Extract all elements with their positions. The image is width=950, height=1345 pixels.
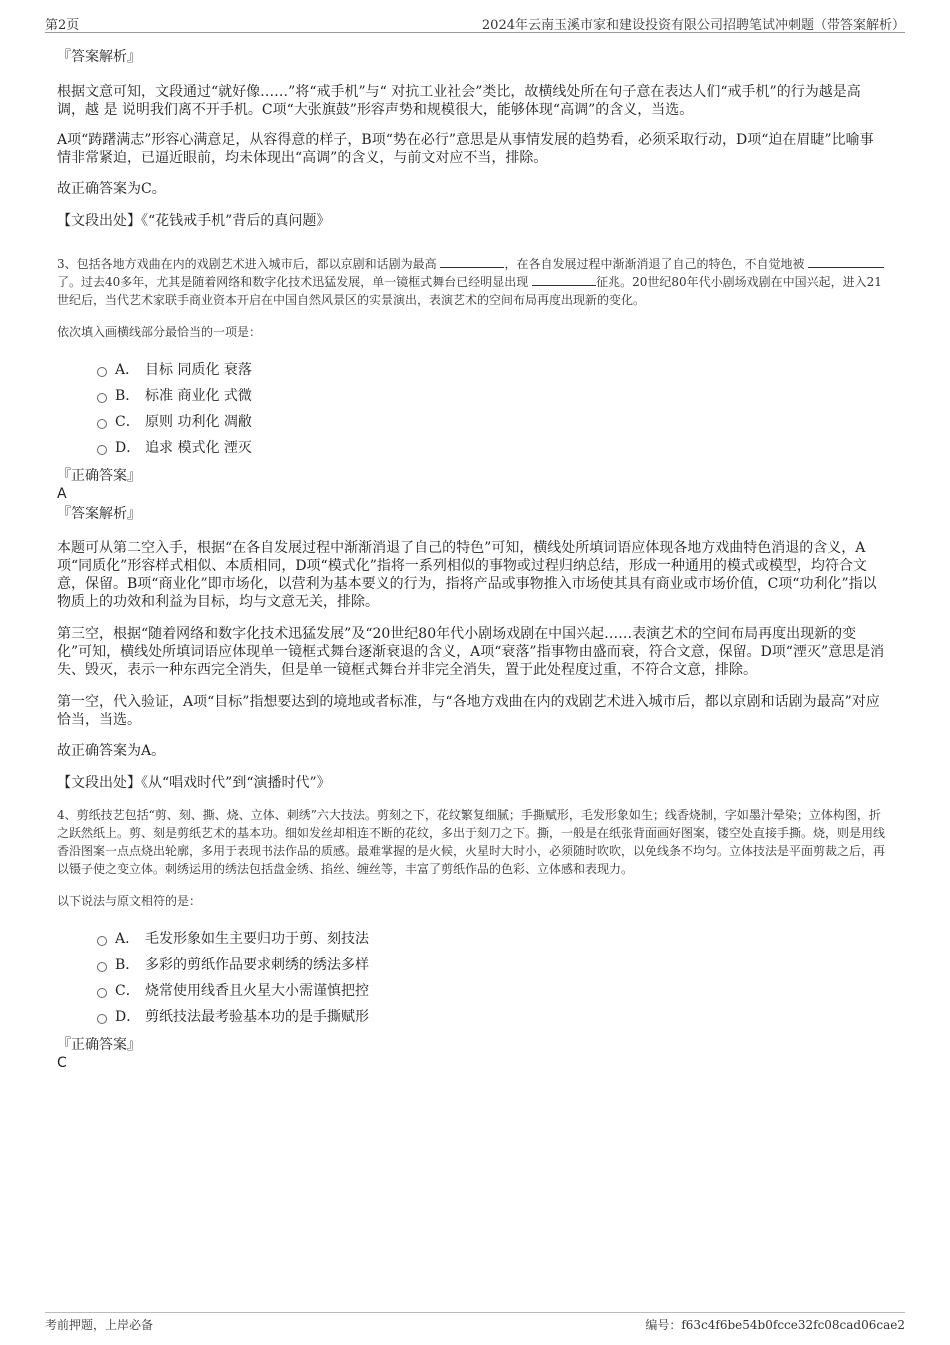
q3-option-c-text: 原则 功利化 凋敝 bbox=[145, 414, 252, 430]
q2-analysis-label: 『答案解析』 bbox=[57, 49, 141, 65]
footer-slogan: 考前押题，上岸必备 bbox=[45, 1318, 154, 1332]
q4-option-d[interactable] bbox=[97, 1004, 887, 1030]
q2-analysis-para1: 根据文意可知，文段通过“就好像……”将“戒手机”与“ 对抗工业社会”类比，故横线处所在句子意在表达人们“戒手机”的行为越是高调，越 是 说明我们离不开手机。C项“大张旗鼓”形容声势和规模很大，能够体现“高调”的含义，当选。 bbox=[57, 84, 861, 118]
radio-icon[interactable] bbox=[97, 936, 107, 946]
q4-answer-label: 『正确答案』 bbox=[57, 1037, 141, 1053]
q4-option-d-key: D． bbox=[115, 1009, 141, 1025]
q3-blank-2 bbox=[808, 255, 884, 268]
q3-analysis-para3: 第一空，代入验证，A项“目标”指想要达到的境地或者标准，与“各地方戏曲在内的戏剧艺术进入城市后，都以京剧和话剧为最高”对应恰当，当选。 bbox=[57, 694, 880, 728]
q3-option-c[interactable] bbox=[97, 409, 887, 435]
q4-answer: C bbox=[57, 1055, 67, 1071]
q3-option-a-key: A． bbox=[115, 362, 140, 378]
q4-prompt: 以下说法与原文相符的是： bbox=[57, 894, 202, 908]
q3-option-b[interactable] bbox=[97, 383, 887, 409]
radio-icon[interactable] bbox=[97, 367, 107, 377]
radio-icon[interactable] bbox=[97, 445, 107, 455]
q4-option-b[interactable] bbox=[97, 952, 887, 978]
q3-options bbox=[57, 357, 887, 461]
page-content bbox=[57, 44, 887, 1072]
q4-option-a-key: A． bbox=[115, 931, 140, 947]
q4-option-d-text: 剪纸技法最考验基本功的是手撕赋形 bbox=[145, 1009, 369, 1025]
q3-option-c-key: C． bbox=[115, 414, 140, 430]
q4-option-a-text: 毛发形象如生主要归功于剪、刻技法 bbox=[145, 931, 369, 947]
q3-answer: A bbox=[57, 486, 67, 502]
page-number: 第2页 bbox=[45, 18, 80, 33]
q2-analysis-para2: A项“踌躇满志”形容心满意足，从容得意的样子，B项“势在必行”意思是从事情发展的趋势看，必须采取行动，D项“迫在眉睫”比喻事情非常紧迫，已逼近眼前，均未体现出“高调”的含义，与前文对应不当，排除。 bbox=[57, 132, 874, 166]
q4-option-c[interactable] bbox=[97, 978, 887, 1004]
q3-stem-part-a: 3、包括各地方戏曲在内的戏剧艺术进入城市后，都以京剧和话剧为最高 bbox=[57, 257, 437, 271]
page-header bbox=[45, 12, 905, 33]
q4-option-a[interactable] bbox=[97, 926, 887, 952]
page-footer bbox=[45, 1312, 905, 1333]
radio-icon[interactable] bbox=[97, 393, 107, 403]
q3-stem-part-d: 征兆。20世纪80年代小剧场戏剧在中国兴起，进入21世纪后，当代艺术家联手商业资本开启在中国自然风景区的实景演出，表演艺术的空间布局再度出现新的变化。 bbox=[57, 275, 882, 307]
q4-option-c-text: 烧常使用线香且火星大小需谨慎把控 bbox=[145, 983, 369, 999]
footer-serial: 编号：f63c4f6be54b0fcce32fc08cad06cae2 bbox=[645, 1318, 905, 1332]
q3-stem-part-c: 了。过去40多年，尤其是随着网络和数字化技术迅猛发展，单一镜框式舞台已经明显出现 bbox=[57, 275, 529, 289]
q3-blank-3 bbox=[532, 273, 596, 286]
radio-icon[interactable] bbox=[97, 988, 107, 998]
q3-option-b-key: B． bbox=[115, 388, 140, 404]
q4-stem: 4、剪纸技艺包括“剪、刻、撕、烧、立体、刺绣”六大技法。剪刻之下，花纹繁复细腻；手撕赋形，毛发形象如生；线香烧制，字如墨汁晕染；立体构图，折之跃然纸上。剪、刻是剪纸艺术的基本功。细如发丝却相连不断的花纹，多出于刻刀之下。撕，一般是在纸张背面画好图案，镂空处直接手撕。烧，则是用线香沿图案一点点烧出轮廓，多用于表现书法作品的质感。最难掌握的是火候，火星时大时小，必须随时吹吹，以免线条不均匀。立体技法是平面剪裁之后，再以镊子使之变立体。刺绣运用的绣法包括盘金绣、掐丝、缠丝等，丰富了剪纸作品的色彩、立体感和表现力。 bbox=[57, 808, 886, 876]
radio-icon[interactable] bbox=[97, 419, 107, 429]
q2-source: 【文段出处】《“花钱戒手机”背后的真问题》 bbox=[57, 213, 331, 229]
document-title: 2024年云南玉溪市家和建设投资有限公司招聘笔试冲刺题（带答案解析） bbox=[481, 18, 905, 33]
q3-stem-part-b: ，在各自发展过程中渐渐消退了自己的特色，不自觉地被 bbox=[504, 257, 805, 271]
q4-options bbox=[57, 926, 887, 1030]
q3-conclusion: 故正确答案为A。 bbox=[57, 743, 166, 759]
q3-option-a[interactable] bbox=[97, 357, 887, 383]
q3-blank-1 bbox=[440, 255, 504, 268]
q3-option-d-key: D． bbox=[115, 440, 141, 456]
q3-analysis-para1: 本题可从第二空入手，根据“在各自发展过程中渐渐消退了自己的特色”可知，横线处所填词语应体现各地方戏曲特色消退的含义，A项“同质化”形容样式相似、本质相同，D项“模式化”指将一系列相似的事物或过程归纳总结，形成一种通用的模式或模型，均符合文意，保留。B项“商业化”即市场化，以营利为基本要义的行为，指将产品或事物推入市场使其具有商业或市场价值，C项“功利化”指以物质上的功效和利益为目标，均与文意无关，排除。 bbox=[57, 540, 877, 610]
q2-conclusion: 故正确答案为C。 bbox=[57, 181, 166, 197]
radio-icon[interactable] bbox=[97, 1014, 107, 1024]
q3-source: 【文段出处】《从“唱戏时代”到“演播时代”》 bbox=[57, 775, 331, 791]
radio-icon[interactable] bbox=[97, 962, 107, 972]
q3-option-d-text: 追求 模式化 湮灭 bbox=[145, 440, 252, 456]
q3-prompt: 依次填入画横线部分最恰当的一项是： bbox=[57, 325, 262, 339]
q3-stem bbox=[57, 255, 887, 309]
q3-option-d[interactable] bbox=[97, 435, 887, 461]
q3-option-a-text: 目标 同质化 衰落 bbox=[145, 362, 252, 378]
q3-answer-label: 『正确答案』 bbox=[57, 468, 141, 484]
q4-option-b-text: 多彩的剪纸作品要求刺绣的绣法多样 bbox=[145, 957, 369, 973]
q4-option-b-key: B． bbox=[115, 957, 140, 973]
q3-analysis-para2: 第三空，根据“随着网络和数字化技术迅猛发展”及“20世纪80年代小剧场戏剧在中国兴起……表演艺术的空间布局再度出现新的变化”可知，横线处所填词语应体现单一镜框式舞台逐渐衰退的含义，A项“衰落”指事物由盛而衰，符合文意，保留。D项“湮灭”意思是消失、毁灭，表示一种东西完全消失，但是单一镜框式舞台并非完全消失，置于此处程度过重，不符合文意，排除。 bbox=[57, 626, 885, 678]
q3-analysis-label: 『答案解析』 bbox=[57, 506, 141, 522]
q3-option-b-text: 标准 商业化 式微 bbox=[145, 388, 252, 404]
q4-option-c-key: C． bbox=[115, 983, 140, 999]
